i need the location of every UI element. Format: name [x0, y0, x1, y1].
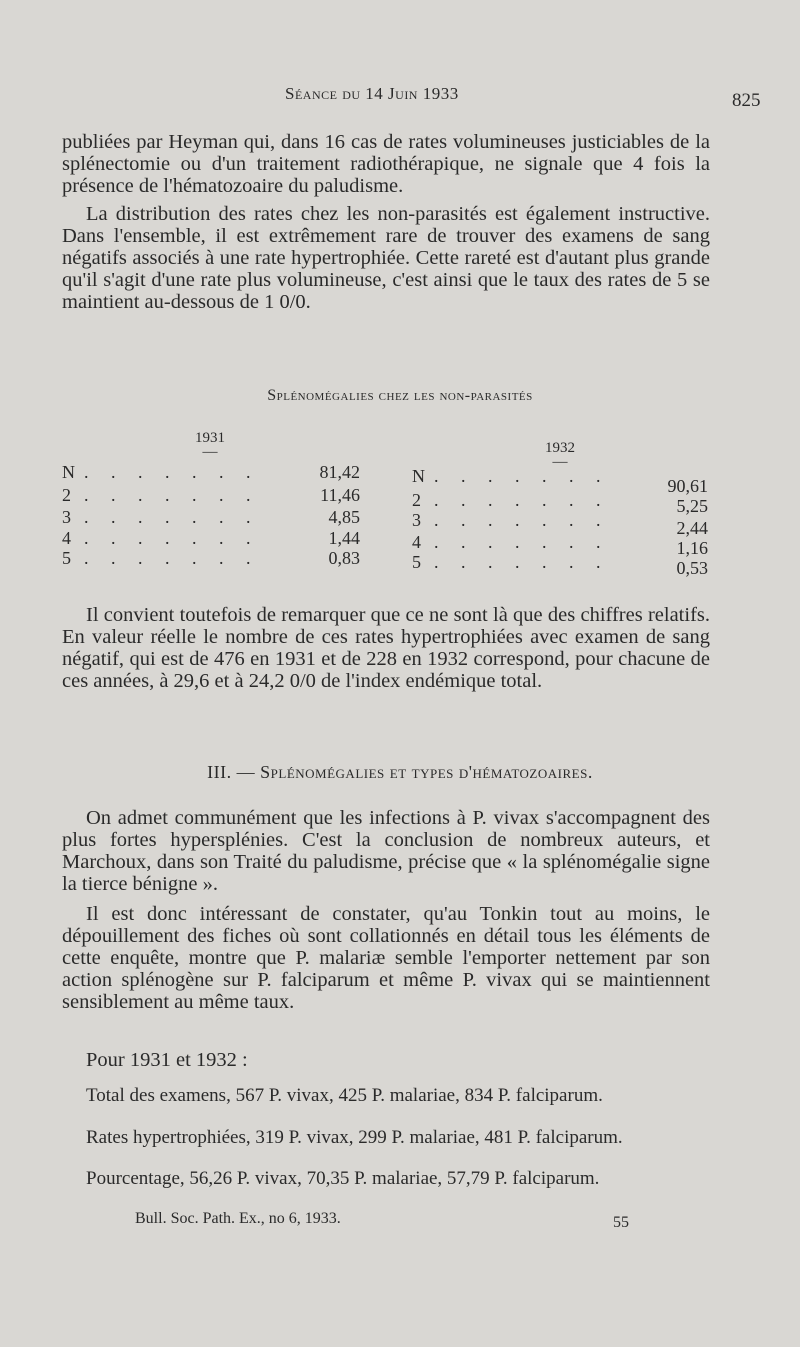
row-label: 2 — [412, 490, 421, 510]
leader-dots: . . . . . . . — [434, 490, 610, 510]
row-label: 5 — [62, 548, 71, 568]
table-row — [62, 528, 382, 548]
table-row — [412, 532, 712, 558]
table-row — [412, 510, 712, 538]
leader-dots: . . . . . . . — [84, 548, 260, 568]
leader-dots: . . . . . . . — [84, 485, 260, 505]
signature-number: 55 — [613, 1214, 629, 1231]
row-value: 90,61 — [667, 476, 708, 496]
paragraph-vivax: On admet communément que les infections à P. vivax s'accompagnent des plus fortes hypersplénies. C'est la conclusion de nombreux auteurs, et Marchoux, dans son Traité du paludisme, précise que « la splénomégalie signe la tierce bénigne ». — [62, 807, 710, 895]
row-label: 3 — [412, 510, 421, 530]
leader-dots: . . . . . . . — [434, 532, 610, 552]
table-row — [412, 466, 712, 496]
leader-dots: . . . . . . . — [434, 466, 610, 486]
year-1931-label: 1931 — [195, 430, 225, 446]
row-label: N — [412, 466, 425, 486]
paragraph-pour: Pour 1931 et 1932 : — [86, 1049, 248, 1071]
paragraph-distribution: La distribution des rates chez les non-parasités est également instructive. Dans l'ensemble, il est extrêmement rare de trouver des examens de sang négatifs associés à une rate hypertrophiée. Cette rareté est d'autant plus grande qu'il s'agit d'une rate plus volumineuse, c'est ainsi que le taux des rates de 5 se maintient au-dessous de 1 0/0. — [62, 203, 710, 313]
leader-dots: . . . . . . . — [434, 552, 610, 572]
row-label: 4 — [62, 528, 71, 548]
bulletin-citation: Bull. Soc. Path. Ex., no 6, 1933. — [135, 1210, 341, 1227]
table-row — [62, 548, 382, 568]
row-value: 2,44 — [676, 518, 708, 538]
paragraph-tonkin: Il est donc intéressant de constater, qu'au Tonkin tout au moins, le dépouillement des fiches où sont collationnés en détail tous les éléments de cette enquête, montre que P. malariæ semble l'emporter nettement par son action splénogène sur P. falciparum et même P. vivax qui se maintiennent sensiblement au même taux. — [62, 903, 710, 1013]
table-row — [412, 552, 712, 578]
row-label: 4 — [412, 532, 421, 552]
leader-dots: . . . . . . . — [84, 507, 260, 527]
year-1931-dash: — — [202, 444, 218, 460]
row-value: 5,25 — [676, 496, 708, 516]
row-label: N — [62, 462, 75, 482]
table-title: Splénomégalies chez les non-parasités — [267, 387, 533, 404]
paragraph-chiffres-relatifs: Il convient toutefois de remarquer que ce ne sont là que des chiffres relatifs. En valeur réelle le nombre de ces rates hypertrophiées avec examen de sang négatif, qui est de 476 en 1931 et de 228 en 1932 correspond, pour chacune de ces années, à 29,6 et à 24,2 0/0 de l'index endémique total. — [62, 604, 710, 692]
year-1932-label: 1932 — [545, 440, 575, 456]
row-label: 5 — [412, 552, 421, 572]
year-1932-dash: — — [552, 454, 568, 470]
table-row — [62, 485, 382, 505]
leader-dots: . . . . . . . — [84, 528, 260, 548]
table-row — [62, 462, 382, 482]
row-label: 2 — [62, 485, 71, 505]
list-item-pourcentage: Pourcentage, 56,26 P. vivax, 70,35 P. malariae, 57,79 P. falciparum. — [86, 1168, 600, 1189]
row-value: 0,53 — [676, 558, 708, 578]
running-title: Séance du 14 Juin 1933 — [285, 84, 459, 103]
row-value: 11,46 — [320, 485, 360, 505]
list-item-rates: Rates hypertrophiées, 319 P. vivax, 299 P. malariae, 481 P. falciparum. — [86, 1127, 623, 1148]
row-value: 0,83 — [328, 548, 360, 568]
page-header — [0, 84, 800, 114]
row-value: 1,44 — [328, 528, 360, 548]
page-number: 825 — [732, 90, 761, 111]
row-value: 1,16 — [676, 538, 708, 558]
section-iii-title: III. — Splénomégalies et types d'hématozoaires. — [207, 762, 593, 782]
leader-dots: . . . . . . . — [84, 462, 260, 482]
year-1931-heading — [180, 430, 240, 460]
list-item-total: Total des examens, 567 P. vivax, 425 P. malariae, 834 P. falciparum. — [86, 1085, 603, 1106]
row-value: 81,42 — [319, 462, 360, 482]
row-label: 3 — [62, 507, 71, 527]
paragraph-heyman: publiées par Heyman qui, dans 16 cas de rates volumineuses justiciables de la splénectomie ou d'un traitement radiothérapique, ne signale que 4 fois la présence de l'hématozoaire du paludisme. — [62, 131, 710, 197]
row-value: 4,85 — [328, 507, 360, 527]
table-row — [412, 490, 712, 516]
year-1932-heading — [530, 440, 590, 470]
leader-dots: . . . . . . . — [434, 510, 610, 530]
table-row — [62, 507, 382, 527]
